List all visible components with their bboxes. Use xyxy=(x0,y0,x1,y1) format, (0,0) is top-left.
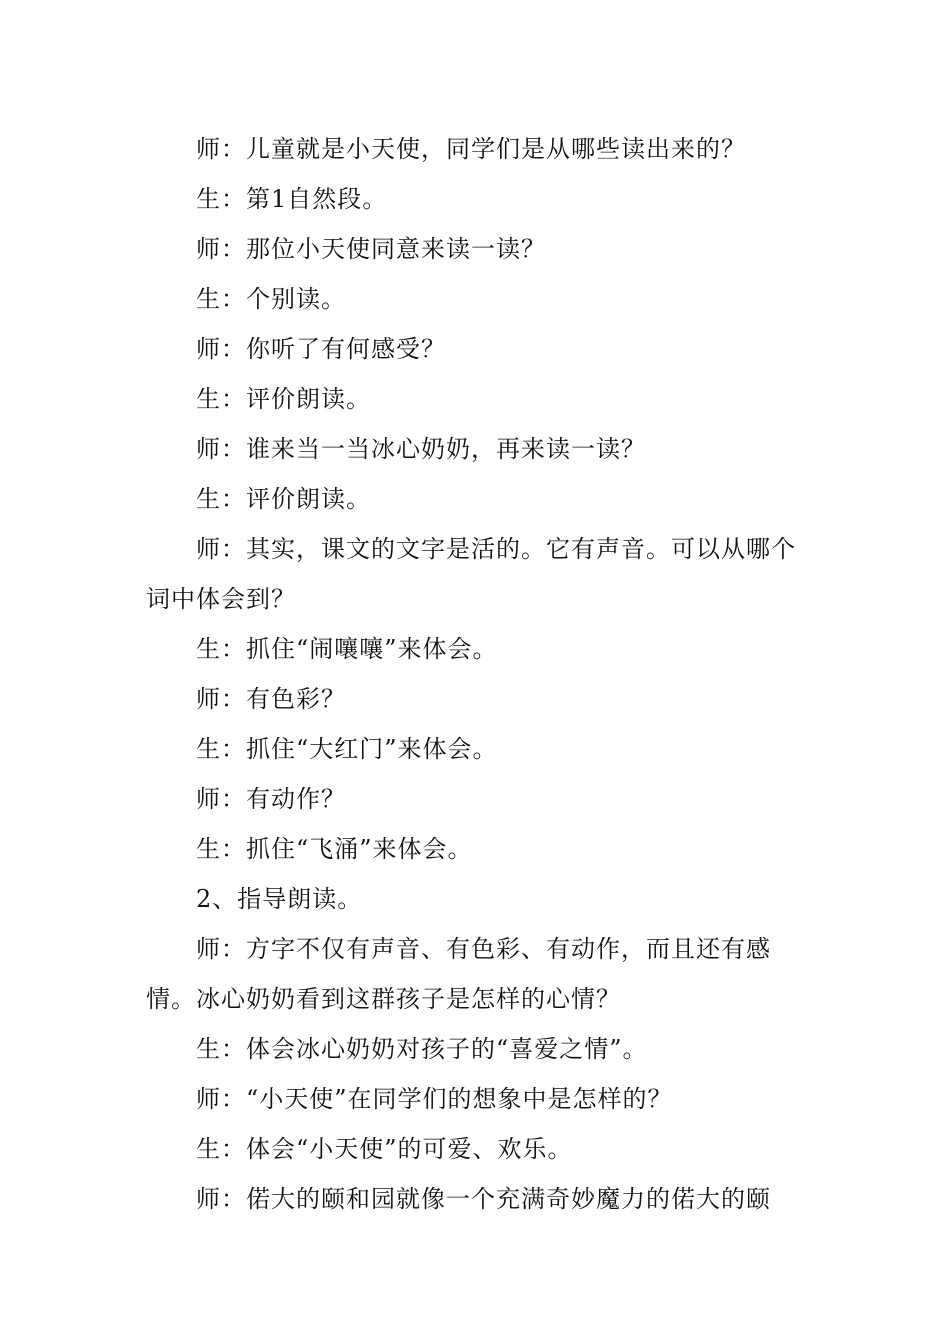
paragraph: 生：抓住“飞涌”来体会。 xyxy=(196,835,473,863)
paragraph: 生：抓住“大红门”来体会。 xyxy=(196,735,498,763)
paragraph: 师：有动作？ xyxy=(196,785,346,813)
paragraph: 师：你听了有何感受？ xyxy=(196,335,446,363)
paragraph: 师：“小天使”在同学们的想象中是怎样的？ xyxy=(196,1085,673,1113)
document-body xyxy=(146,124,810,1224)
paragraph: 生：体会冰心奶奶对孩子的“喜爱之情”。 xyxy=(196,1035,648,1063)
paragraph: 师：偌大的颐和园就像一个充满奇妙魔力的偌大的颐 xyxy=(196,1185,771,1213)
paragraph: 师：儿童就是小天使，同学们是从哪些读出来的？ xyxy=(196,135,746,163)
paragraph: 生：抓住“闹嚷嚷”来体会。 xyxy=(196,635,498,663)
paragraph: 师：那位小天使同意来读一读？ xyxy=(196,235,546,263)
paragraph: 师：有色彩？ xyxy=(196,685,346,713)
paragraph: 师：谁来当一当冰心奶奶，再来读一读？ xyxy=(196,435,646,463)
paragraph: 师：方字不仅有声音、有色彩、有动作，而且还有感情。冰心奶奶看到这群孩子是怎样的心情？ xyxy=(146,935,771,1013)
paragraph: 生：体会“小天使”的可爱、欢乐。 xyxy=(196,1135,573,1163)
paragraph: 2、指导朗读。 xyxy=(196,885,363,913)
paragraph: 生：评价朗读。 xyxy=(196,485,371,513)
paragraph: 生：个别读。 xyxy=(196,285,346,313)
paragraph: 生：第1自然段。 xyxy=(196,185,388,213)
paragraph: 生：评价朗读。 xyxy=(196,385,371,413)
paragraph: 师：其实，课文的文字是活的。它有声音。可以从哪个词中体会到？ xyxy=(146,535,796,613)
